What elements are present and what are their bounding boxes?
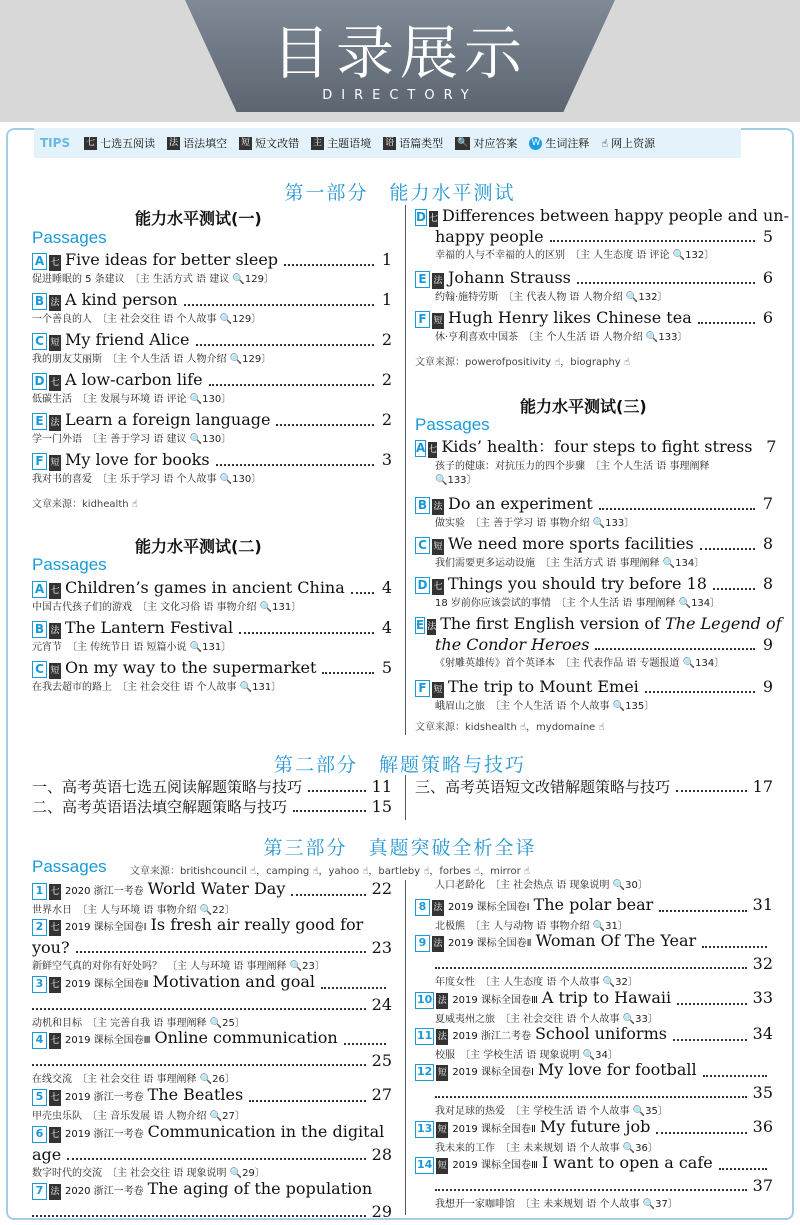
- part3-title: 第三部分 真题突破全析全译: [263, 837, 537, 859]
- toc-entry[interactable]: B 法 The Lantern Festival 4 元宵节 〔主 传统节日 语 短篇小说 🔍131〕: [32, 618, 392, 653]
- toc-entry[interactable]: F 短 The trip to Mount Emei 9 峨眉山之旅 〔主 个人生活 语 个人故事 🔍135〕: [415, 677, 773, 714]
- page-subtitle: DIRECTORY: [322, 88, 478, 103]
- toc-entry[interactable]: D 七 A low-carbon life 2 低碳生活 〔主 发展与环境 语 评论 🔍130〕: [32, 370, 392, 405]
- test2-title: 能力水平测试(二): [135, 537, 262, 556]
- toc-entry-continued[interactable]: 人口老龄化 〔主 社会热点 语 现象说明 🔍30〕: [435, 880, 648, 891]
- test3-title: 能力水平测试(三): [520, 397, 647, 416]
- tips-icon: TIPS: [40, 136, 71, 150]
- legend-item: W 生词注释: [529, 135, 589, 151]
- toc-entry[interactable]: F 短 Hugh Henry likes Chinese tea 6 休·亨利喜欢中国茶 〔主 个人生活 语 人物介绍 🔍133〕: [415, 308, 773, 345]
- toc-entry[interactable]: 1 七 2020 浙江一考卷 World Water Day 22 世界水日 〔主 人与环境 语 事物介绍 🔍22〕: [32, 879, 392, 916]
- legend-item: 主 主题语境: [313, 137, 372, 150]
- part2-title: 第二部分 解题策略与技巧: [273, 754, 526, 776]
- source-note: 文章来源：britishcouncil ☝，camping ☝，yahoo ☝，bartleby ☝，forbes ☝，mirror ☝: [130, 866, 530, 877]
- toc-entry[interactable]: 三、高考英语短文改错解题策略与技巧 17: [415, 777, 773, 796]
- toc-entry[interactable]: E 法 Johann Strauss 6 约翰·施特劳斯 〔主 代表人物 语 人物介绍 🔍132〕: [415, 268, 773, 305]
- legend-item: 语 语篇类型: [385, 137, 444, 150]
- toc-entry[interactable]: E 法 Learn a foreign language 2 学一门外语 〔主 善于学习 语 建议 🔍130〕: [32, 410, 392, 445]
- toc-entry[interactable]: D 七 Differences between happy people and un- happy people 5 幸福的人与不幸福的人的区别 〔主 人生态度 语 评论 🔍132〕: [416, 206, 789, 261]
- toc-entry[interactable]: 9 法 2019 课标全国卷Ⅱ Woman Of The Year 32 年度女性 〔主 人生态度 语 个人故事 🔍32〕: [415, 931, 773, 990]
- legend-item: 七 七选五阅读: [86, 137, 156, 150]
- column-divider: [405, 775, 406, 820]
- legend-item: 短 短文改错: [241, 137, 300, 150]
- toc-entry[interactable]: 8 法 2019 课标全国卷Ⅰ The polar bear 31 北极熊 〔主 人与动物 语 事物介绍 🔍31〕: [415, 895, 773, 934]
- page-title: 目录展示: [271, 19, 528, 87]
- passages-label: Passages: [415, 415, 490, 434]
- source-note: 文章来源：powerofpositivity ☝，biography ☝: [415, 357, 630, 368]
- passages-label: Passages: [32, 555, 107, 574]
- toc-entry[interactable]: 7 法 2020 浙江一考卷 The aging of the population 29: [32, 1179, 392, 1222]
- toc-entry[interactable]: A 七 Five ideas for better sleep 1 促进睡眠的 5 条建议 〔主 生活方式 语 建议 🔍129〕: [32, 250, 392, 285]
- toc-entry[interactable]: 二、高考英语语法填空解题策略与技巧 15: [32, 797, 392, 816]
- toc-entry[interactable]: 13 短 2019 课标全国卷Ⅱ My future job 36 我未来的工作 〔主 未来规划 语 个人故事 🔍36〕: [417, 1117, 773, 1154]
- part1-title: 第一部分 能力水平测试: [284, 182, 516, 204]
- toc-entry[interactable]: 一、高考英语七选五阅读解题策略与技巧 11: [32, 777, 392, 796]
- toc-entry[interactable]: 4 七 2019 课标全国卷Ⅲ Online communication 25 在线交流 〔主 社会交往 语 事理阐释 🔍26〕: [32, 1028, 392, 1085]
- toc-entry[interactable]: D 七 Things you should try before 18 8 18 岁前你应该尝试的事情 〔主 个人生活 语 事理阐释 🔍134〕: [415, 574, 773, 611]
- toc-entry[interactable]: B 法 A kind person 1 一个善良的人 〔主 社会交往 语 个人故事 🔍129〕: [32, 290, 392, 325]
- toc-entry[interactable]: 5 七 2019 浙江一考卷 The Beatles 27 甲壳虫乐队 〔主 音乐发展 语 人物介绍 🔍27〕: [32, 1085, 392, 1122]
- toc-entry[interactable]: 10 法 2019 课标全国卷Ⅲ A trip to Hawaii 33 夏威夷州之旅 〔主 社会交往 语 个人故事 🔍33〕: [417, 988, 773, 1025]
- column-divider: [405, 205, 406, 735]
- legend-item: 法 语法填空: [169, 137, 228, 150]
- legend-item: 🔍 对应答案: [457, 137, 518, 150]
- toc-entry[interactable]: B 法 Do an experiment 7 做实验 〔主 善于学习 语 事物介绍 🔍133〕: [415, 494, 773, 531]
- passages-label: Passages: [32, 857, 107, 876]
- toc-entry[interactable]: 12 短 2019 课标全国卷Ⅰ My love for football 35 我对足球的热爱 〔主 学校生活 语 个人故事 🔍35〕: [417, 1060, 773, 1117]
- toc-entry[interactable]: E 法 The first English version of The Legend of the Condor Heroes 9 《射雕英雄传》首个英译本 〔主 代表作品 语 专题报道 🔍134〕: [416, 614, 782, 669]
- toc-entry[interactable]: C 短 On my way to the supermarket 5 在我去超市的路上 〔主 社会交往 语 个人故事 🔍131〕: [32, 658, 392, 693]
- toc-entry[interactable]: 11 法 2019 浙江二考卷 School uniforms 34 校服 〔主 学校生活 语 现象说明 🔍34〕: [417, 1024, 773, 1061]
- passages-label: Passages: [32, 228, 107, 247]
- toc-entry[interactable]: C 短 We need more sports facilities 8 我们需要更多运动设施 〔主 生活方式 语 事理阐释 🔍134〕: [415, 534, 773, 571]
- toc-entry[interactable]: A 七 Children’s games in ancient China 4 中国古代孩子们的游戏 〔主 文化习俗 语 事物介绍 🔍131〕: [32, 578, 392, 613]
- source-note: 文章来源：kidshealth ☝，mydomaine ☝: [415, 722, 605, 733]
- tips-legend: [34, 128, 741, 158]
- toc-entry[interactable]: 14 短 2019 课标全国卷Ⅲ I want to open a cafe 37 我想开一家咖啡馆 〔主 未来规划 语 个人故事 🔍37〕: [417, 1153, 773, 1210]
- toc-entry[interactable]: 2 七 2019 课标全国卷Ⅰ Is fresh air really good for you? 23 新鲜空气真的对你有好处吗？ 〔主 人与环境 语 事理阐释 🔍23〕: [32, 915, 392, 972]
- toc-entry[interactable]: A 七 Kids’ health：four steps to fight stress 7 孩子的健康：对抗压力的四个步骤 〔主 个人生活 语 事理阐释 🔍133〕: [416, 437, 777, 486]
- toc-entry[interactable]: C 短 My friend Alice 2 我的朋友艾丽斯 〔主 个人生活 语 人物介绍 🔍129〕: [32, 330, 392, 365]
- legend-item: ☝ 网上资源: [601, 136, 656, 150]
- column-divider: [405, 880, 406, 1215]
- toc-entry[interactable]: F 短 My love for books 3 我对书的喜爱 〔主 乐于学习 语 个人故事 🔍130〕: [32, 450, 392, 485]
- toc-entry[interactable]: 3 七 2019 课标全国卷Ⅱ Motivation and goal 24 动机和目标 〔主 完善自我 语 事理阐释 🔍25〕: [32, 972, 392, 1029]
- test1-title: 能力水平测试(一): [135, 209, 262, 228]
- source-note: 文章来源：kidhealth ☝: [32, 499, 138, 510]
- toc-entry[interactable]: 6 七 2019 浙江一考卷 Communication in the digital age 28 数字时代的交流 〔主 社会交往 语 现象说明 🔍29〕: [32, 1122, 392, 1179]
